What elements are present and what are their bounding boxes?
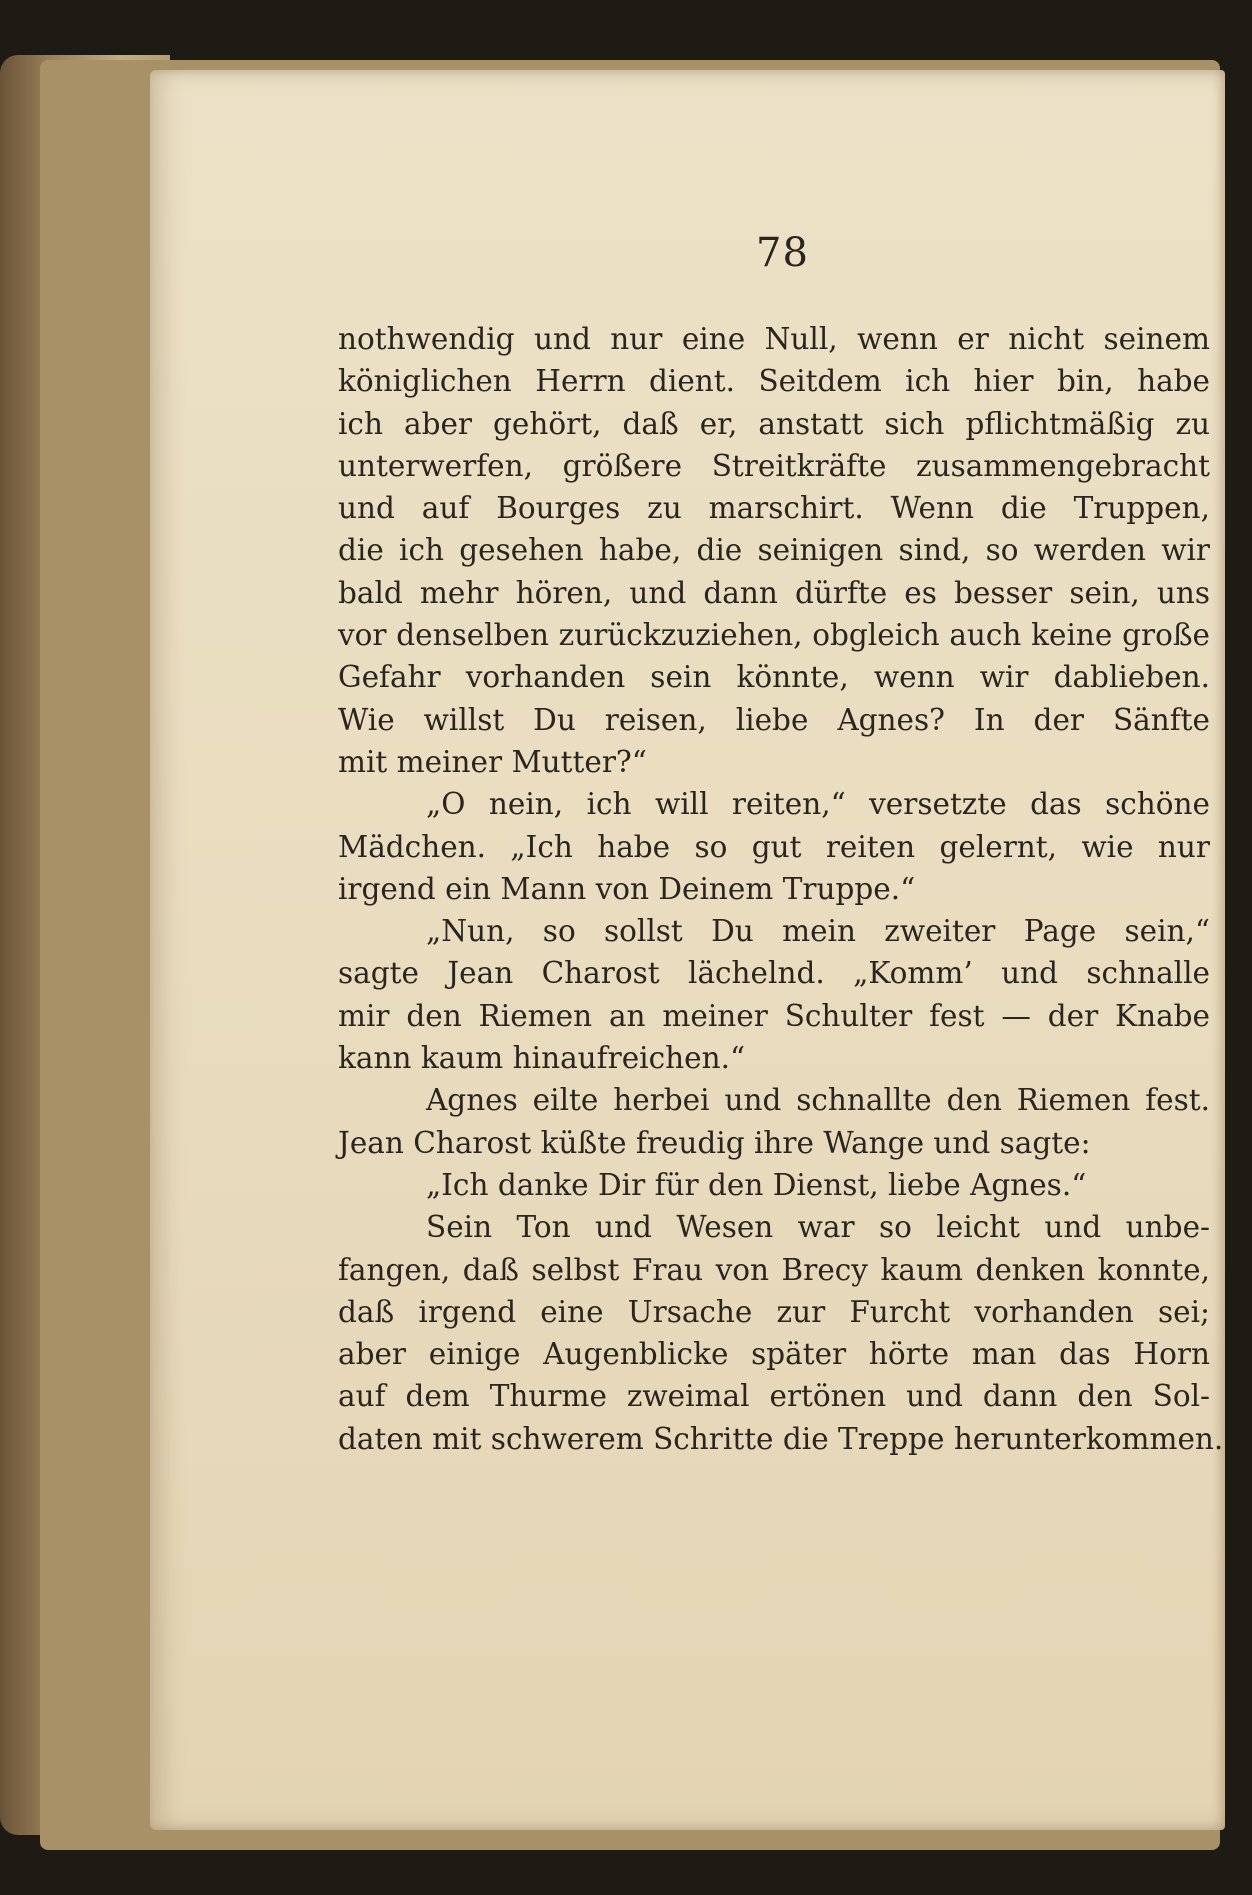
text-line: Wie willst Du reisen, liebe Agnes? In der Sänfte xyxy=(338,702,1210,737)
text-line: Gefahr vorhanden sein könnte, wenn wir dablieben. xyxy=(338,660,1210,695)
text-line: vor denselben zurückzuziehen, obgleich auch keine große xyxy=(338,618,1210,653)
text-line: „Ich danke Dir für den Dienst, liebe Agnes.“ xyxy=(426,1167,1087,1202)
text-line: Sein Ton und Wesen war so leicht und unbe- xyxy=(426,1210,1210,1245)
text-line: daß irgend eine Ursache zur Furcht vorhanden sei; xyxy=(338,1294,1210,1329)
text-line: nothwendig und nur eine Null, wenn er nicht seinem xyxy=(338,322,1210,356)
text-line: bald mehr hören, und dann dürfte es besser sein, uns xyxy=(338,575,1210,610)
text-line: fangen, daß selbst Frau von Brecy kaum denken konnte, xyxy=(338,1252,1210,1287)
text-line: ich aber gehört, daß er, anstatt sich pflichtmäßig zu xyxy=(338,406,1210,441)
text-line: aber einige Augenblicke später hörte man das Horn xyxy=(338,1337,1210,1372)
text-line: mit meiner Mutter?“ xyxy=(338,744,647,779)
text-line: auf dem Thurme zweimal ertönen und dann den Sol- xyxy=(338,1379,1210,1414)
text-line: „O nein, ich will reiten,“ versetzte das schöne xyxy=(426,787,1210,822)
page-number: 78 xyxy=(756,230,809,276)
text-line: kann kaum hinaufreichen.“ xyxy=(338,1041,746,1076)
text-line: mir den Riemen an meiner Schulter fest — der Knabe xyxy=(338,998,1210,1033)
text-line: Mädchen. „Ich habe so gut reiten gelernt, wie nur xyxy=(338,829,1210,864)
text-line: unterwerfen, größere Streitkräfte zusammengebracht xyxy=(338,448,1210,483)
text-line: irgend ein Mann von Deinem Truppe.“ xyxy=(338,871,916,906)
text-line: die ich gesehen habe, die seinigen sind, so werden wir xyxy=(338,533,1210,568)
body-text xyxy=(338,318,1224,1460)
text-line: Jean Charost küßte freudig ihre Wange und sagte: xyxy=(338,1125,1091,1160)
text-line: Agnes eilte herbei und schnallte den Riemen fest. xyxy=(426,1083,1210,1118)
text-line: und auf Bourges zu marschirt. Wenn die Truppen, xyxy=(338,491,1210,526)
text-line: königlichen Herrn dient. Seitdem ich hier bin, habe xyxy=(338,364,1210,399)
text-line: sagte Jean Charost lächelnd. „Komm’ und schnalle xyxy=(338,956,1210,991)
text-line: „Nun, so sollst Du mein zweiter Page sein,“ xyxy=(426,914,1210,949)
text-line: daten mit schwerem Schritte die Treppe herunterkommen. xyxy=(338,1421,1224,1456)
